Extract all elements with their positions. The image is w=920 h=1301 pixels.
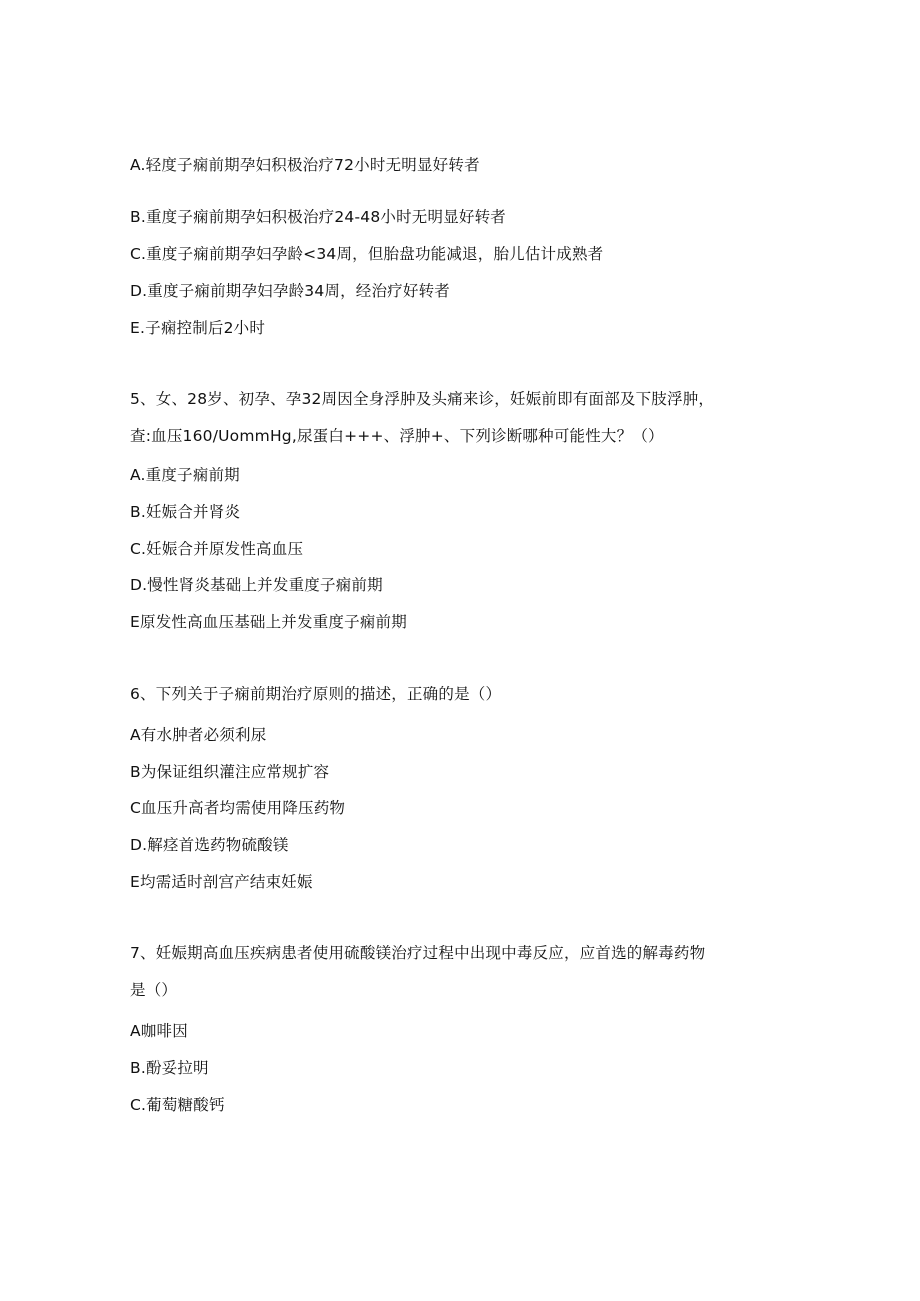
question-7-option-a: A咖啡因 [130,1022,188,1040]
question-5-stem-line2: 查:血压160/UommHg,尿蛋白+++、浮肿+、下列诊断哪种可能性大？（） [130,427,664,445]
question-5-option-d: D.慢性肾炎基础上并发重度子痫前期 [130,576,383,594]
question-7-option-b: B.酚妥拉明 [130,1059,209,1077]
option-d-prev: D.重度子痫前期孕妇孕龄34周，经治疗好转者 [130,282,450,300]
question-5-option-a: A.重度子痫前期 [130,466,240,484]
question-5-option-c: C.妊娠合并原发性高血压 [130,540,304,558]
question-6-stem: 6、下列关于子痫前期治疗原则的描述，正确的是（） [130,685,502,703]
question-5-option-e: E原发性高血压基础上并发重度子痫前期 [130,613,407,631]
question-6-option-c: C血压升高者均需使用降压药物 [130,799,346,817]
question-6-option-e: E均需适时剖宫产结束妊娠 [130,873,313,891]
question-6-option-a: A有水肿者必须利尿 [130,726,267,744]
option-c-prev: C.重度子痫前期孕妇孕龄<34周，但胎盘功能减退，胎儿估计成熟者 [130,245,604,263]
question-7-stem-line1: 7、妊娠期高血压疾病患者使用硫酸镁治疗过程中出现中毒反应，应首选的解毒药物 [130,944,706,962]
question-7-stem-line2: 是（） [130,981,178,999]
option-e-prev: E.子痫控制后2小时 [130,319,266,337]
question-5-option-b: B.妊娠合并肾炎 [130,503,241,521]
question-7-option-c: C.葡萄糖酸钙 [130,1096,225,1114]
option-a-prev: A.轻度子痫前期孕妇积极治疗72小时无明显好转者 [130,156,480,174]
question-5-stem-line1: 5、女、28岁、初孕、孕32周因全身浮肿及头痛来诊，妊娠前即有面部及下肢浮肿， [130,390,715,408]
question-6-option-b: B为保证组织灌注应常规扩容 [130,763,330,781]
question-6-option-d: D.解痉首选药物硫酸镁 [130,836,289,854]
option-b-prev: B.重度子痫前期孕妇积极治疗24-48小时无明显好转者 [130,208,507,226]
